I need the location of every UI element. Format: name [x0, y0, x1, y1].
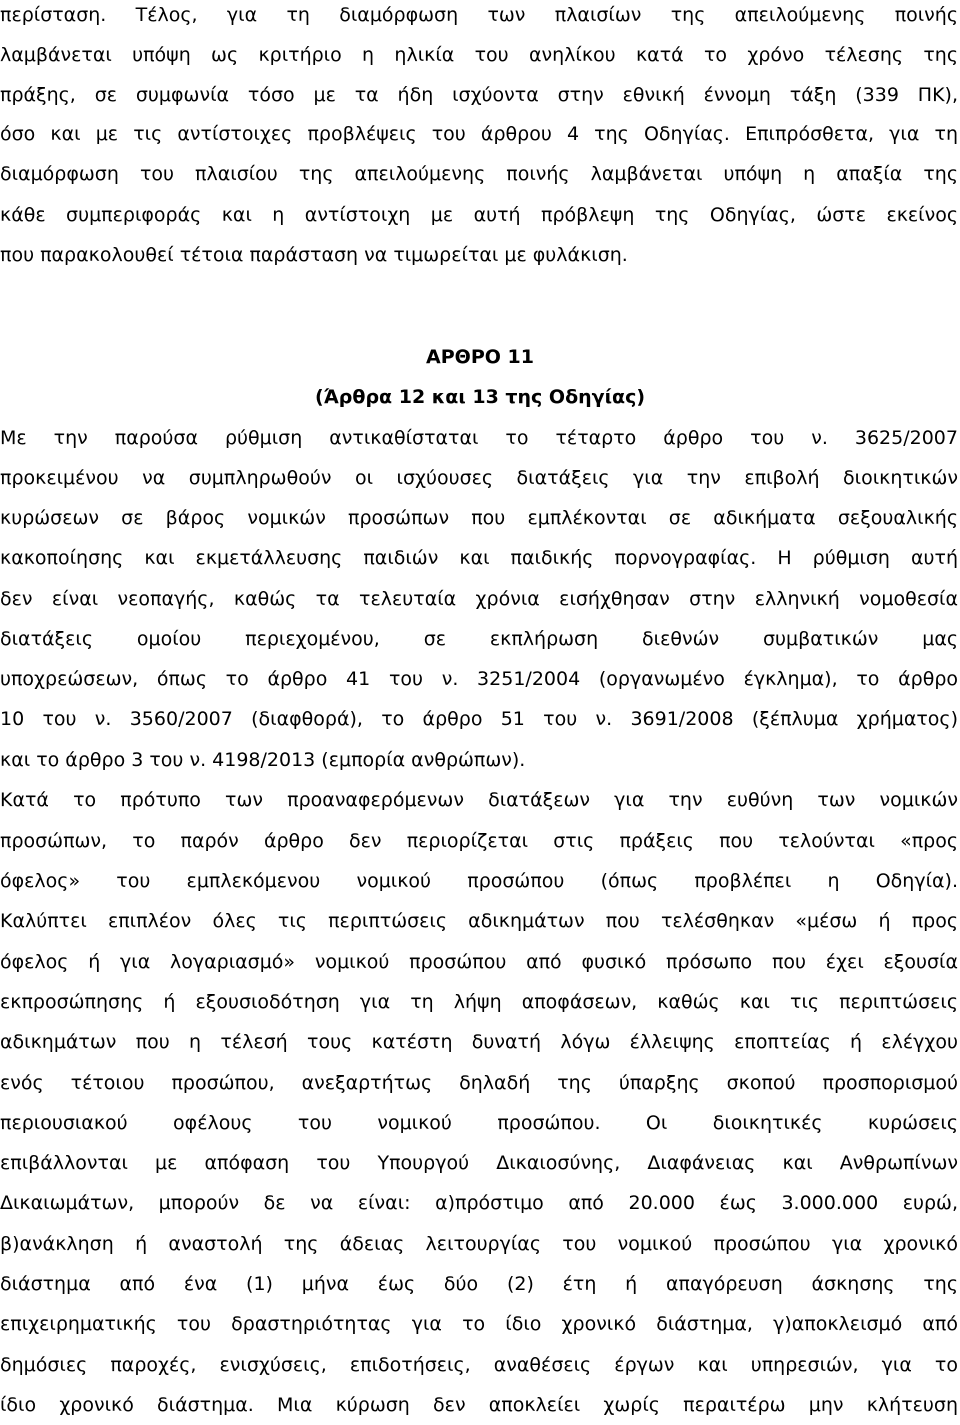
text-line: κυρώσεων σε βάρος νομικών προσώπων που εμπλέκονται σε αδικήματα σεξουαλικής	[0, 507, 958, 529]
text-line: κακοποίησης και εκμετάλλευσης παιδιών και παιδικής πορνογραφίας. Η ρύθμιση αυτή	[0, 547, 958, 569]
text-line: που παρακολουθεί τέτοια παράσταση να τιμωρείται με φυλάκιση.	[0, 244, 628, 266]
text-line: δεν είναι νεοπαγής, καθώς τα τελευταία χρόνια εισήχθησαν στην ελληνική νομοθεσία	[0, 588, 958, 610]
text-line: διαμόρφωση του πλαισίου της απειλούμενης ποινής λαμβάνεται υπόψη η απαξία της	[0, 163, 958, 185]
text-line: όφελος» του εμπλεκόμενου νομικού προσώπου (όπως προβλέπει η Οδηγία).	[0, 870, 958, 892]
text-line: περιουσιακού οφέλους του νομικού προσώπου. Οι διοικητικές κυρώσεις	[0, 1112, 958, 1134]
text-line: προκειμένου να συμπληρωθούν οι ισχύουσες διατάξεις για την επιβολή διοικητικών	[0, 467, 958, 489]
text-line: 10 του ν. 3560/2007 (διαφθορά), το άρθρο 51 του ν. 3691/2008 (ξέπλυμα χρήματος)	[0, 708, 958, 730]
article-title: ΑΡΘΡΟ 11	[426, 346, 534, 368]
text-line: πράξης, σε συμφωνία τόσο με τα ήδη ισχύοντα στην εθνική έννομη τάξη (339 ΠΚ),	[0, 84, 958, 106]
text-line: επιβάλλονται με απόφαση του Υπουργού Δικαιοσύνης, Διαφάνειας και Ανθρωπίνων	[0, 1152, 958, 1174]
text-line: και το άρθρο 3 του ν. 4198/2013 (εμπορία ανθρώπων).	[0, 749, 526, 771]
text-line: όσο και με τις αντίστοιχες προβλέψεις του άρθρου 4 της Οδηγίας. Επιπρόσθετα, για τη	[0, 123, 958, 145]
text-line: όφελος ή για λογαριασμό» νομικού προσώπου από φυσικό πρόσωπο που έχει εξουσία	[0, 951, 958, 973]
text-line: προσώπων, το παρόν άρθρο δεν περιορίζεται στις πράξεις που τελούνται «προς	[0, 830, 958, 852]
text-line: Δικαιωμάτων, μπορούν δε να είναι: α)πρόστιμο από 20.000 έως 3.000.000 ευρώ,	[0, 1192, 958, 1214]
text-line: διάστημα από ένα (1) μήνα έως δύο (2) έτη ή απαγόρευση άσκησης της	[0, 1273, 958, 1295]
text-line: δημόσιες παροχές, ενισχύσεις, επιδοτήσεις, αναθέσεις έργων και υπηρεσιών, για το	[0, 1354, 958, 1376]
text-line: περίσταση. Τέλος, για τη διαμόρφωση των πλαισίων της απειλούμενης ποινής	[0, 4, 958, 26]
text-line: ίδιο χρονικό διάστημα. Μια κύρωση δεν αποκλείει χωρίς περαιτέρω μην κλήτευση	[0, 1394, 958, 1416]
text-line: Καλύπτει επιπλέον όλες τις περιπτώσεις αδικημάτων που τελέσθηκαν «μέσω ή προς	[0, 910, 958, 932]
text-line: κάθε συμπεριφοράς και η αντίστοιχη με αυτή πρόβλεψη της Οδηγίας, ώστε εκείνος	[0, 204, 958, 226]
text-line: Κατά το πρότυπο των προαναφερόμενων διατάξεων για την ευθύνη των νομικών	[0, 789, 958, 811]
article-subtitle: (Άρθρα 12 και 13 της Οδηγίας)	[314, 386, 646, 408]
text-line: β)ανάκληση ή αναστολή της άδειας λειτουργίας του νομικού προσώπου για χρονικό	[0, 1233, 958, 1255]
text-line: αδικημάτων που η τέλεσή τους κατέστη δυνατή λόγω έλλειψης εποπτείας ή ελέγχου	[0, 1031, 958, 1053]
text-line: ενός τέτοιου προσώπου, ανεξαρτήτως δηλαδή της ύπαρξης σκοπού προσπορισμού	[0, 1072, 958, 1094]
text-line: Με την παρούσα ρύθμιση αντικαθίσταται το τέταρτο άρθρο του ν. 3625/2007	[0, 427, 958, 449]
text-line: λαμβάνεται υπόψη ως κριτήριο η ηλικία του ανηλίκου κατά το χρόνο τέλεσης της	[0, 44, 958, 66]
text-line: επιχειρηματικής του δραστηριότητας για το ίδιο χρονικό διάστημα, γ)αποκλεισμό από	[0, 1313, 958, 1335]
text-line: υποχρεώσεων, όπως το άρθρο 41 του ν. 3251/2004 (οργανωμένο έγκλημα), το άρθρο	[0, 668, 958, 690]
text-line: διατάξεις ομοίου περιεχομένου, σε εκπλήρωση διεθνών συμβατικών μας	[0, 628, 958, 650]
text-line: εκπροσώπησης ή εξουσιοδότηση για τη λήψη αποφάσεων, καθώς και τις περιπτώσεις	[0, 991, 958, 1013]
